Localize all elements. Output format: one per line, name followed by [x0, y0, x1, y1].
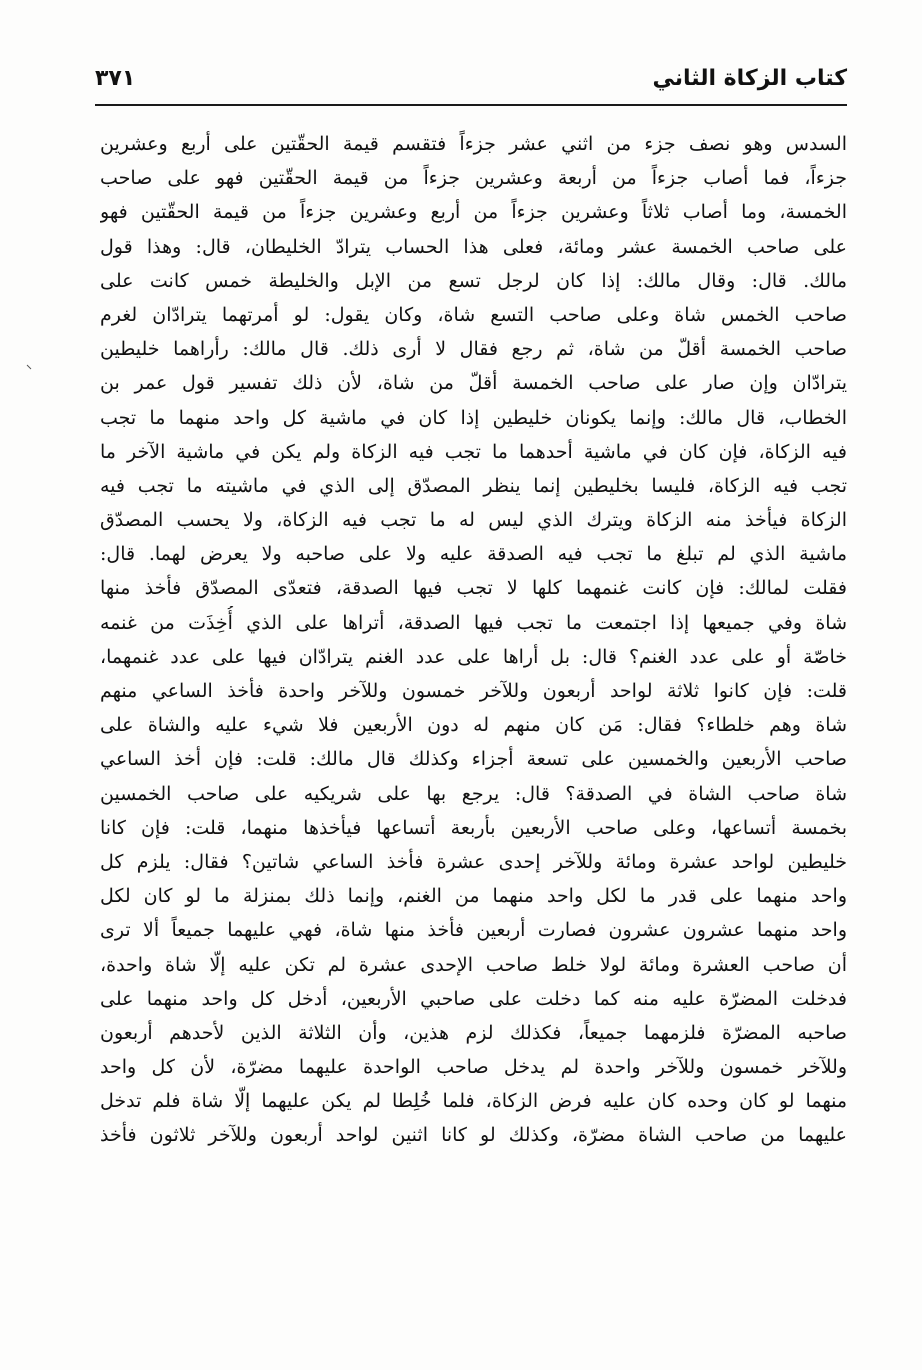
text-line: شاة وهم خلطاء؟ فقال: مَن كان منهم له دون الأربعين فلا شيء عليه والشاة على — [100, 714, 847, 737]
text-line: الخمسة، وما أصاب ثلاثاً وعشرين جزءاً من أربع وعشرين جزءاً من قيمة الحقّتين فهو — [100, 201, 847, 224]
scan-speck — [26, 364, 32, 370]
text-line: منهما لو كان وحده كان عليه فرض الزكاة، فلما خُلِطا لم يكن عليهما إلّا شاة فلم تدخل — [100, 1090, 847, 1113]
text-line: صاحب الخمسة أقلّ من شاة، ثم رجع فقال لا أرى ذلك. قال مالك: رأراهما خليطين — [100, 338, 847, 361]
text-line: الخطاب، قال مالك: وإنما يكونان خليطين إذا كان في ماشية كل واحد منهما ما تجب — [100, 406, 847, 429]
text-line: صاحبه المضرّة فلزمهما جميعاً، فكذلك لزم هذين، وأن الثلاثة الذين لأحدهم أربعون — [100, 1021, 847, 1044]
text-line: تجب فيه الزكاة، فليسا بخليطين إنما ينظر المصدّق إلى الذي في ماشيته ما تجب فيه — [100, 474, 847, 497]
body-text — [100, 127, 847, 1153]
text-line: الزكاة فيأخذ منه الزكاة ويترك الذي ليس له ما تجب فيه الزكاة، ولا يحسب المصدّق — [100, 509, 847, 532]
text-line: يترادّان وإن صار على صاحب الخمسة أقلّ من شاة، لأن ذلك تفسير قول عمر بن — [100, 372, 847, 395]
text-line: السدس وهو نصف جزء من اثني عشر جزءاً فتقسم قيمة الحقّتين على أربع وعشرين — [100, 133, 847, 155]
text-line: فقلت لمالك: فإن كانت غنمهما كلها لا تجب فيها الصدقة، فتعدّى المصدّق فأخذ منها — [100, 577, 847, 600]
text-line: صاحب الأربعين والخمسين على تسعة أجزاء وكذلك قال مالك: قلت: فإن أخذ الساعي — [100, 748, 847, 771]
text-line: شاة وفي جميعها إذا اجتمعت ما تجب فيها الصدقة، أتراها على الذي أُخِذَت من غنمه — [100, 611, 847, 634]
running-title: كتاب الزكاة الثاني — [652, 66, 847, 91]
text-line: مالك. قال: وقال مالك: إذا كان لرجل تسع من الإبل والخليطة خمس كانت على — [100, 269, 847, 292]
text-line: جزءاً، فما أصاب جزءاً من أربعة وعشرين جزءاً من قيمة الحقّتين فهو على صاحب — [100, 167, 847, 190]
text-line: صاحب الخمس شاة وعلى صاحب التسع شاة، وكان يقول: لو أمرتهما يترادّان لغرم — [100, 303, 847, 326]
text-line: عليهما من صاحب الشاة مضرّة، وكذلك لو كانا اثنين لواحد أربعون وللآخر ثلاثون فأخذ — [100, 1124, 847, 1147]
header-divider — [95, 104, 847, 106]
page-number: ٣٧١ — [95, 66, 136, 91]
text-line: ماشية الذي لم تبلغ ما تجب فيه الصدقة عليه ولا على صاحبه ولا يعرض لهما. قال: — [100, 543, 847, 566]
text-line: واحد منهما على قدر ما لكل واحد منهما من الغنم، وإنما ذلك بمنزلة ما لو كان لكل — [100, 885, 847, 908]
text-line: على صاحب الخمسة عشر ومائة، فعلى هذا الحساب يترادّ الخليطان، قال: وهذا قول — [100, 235, 847, 258]
text-line: شاة صاحب الشاة في الصدقة؟ قال: يرجع بها على شريكيه على صاحب الخمسين — [100, 782, 847, 805]
text-line: أن صاحب العشرة ومائة لولا خلط صاحب الإحدى عشرة لم تكن عليه إلّا شاة واحدة، — [100, 953, 847, 976]
text-line: خليطين لواحد عشرة ومائة وللآخر إحدى عشرة فأخذ الساعي شاتين؟ فقال: يلزم كل — [100, 850, 847, 873]
page-header — [95, 62, 847, 102]
text-line: بخمسة أتساعها، وعلى صاحب الأربعين بأربعة أتساعها فيأخذها منهما، قلت: فإن كانا — [100, 816, 847, 839]
text-line: خاصّة أو على عدد الغنم؟ قال: بل أراها على عدد الغنم يترادّان فيها على عدد غنمهما، — [100, 645, 847, 668]
text-line: فيه الزكاة، فإن كان في ماشية أحدهما ما تجب فيه الزكاة ولم يكن في ماشية الآخر ما — [100, 440, 847, 463]
text-line: قلت: فإن كانوا ثلاثة لواحد أربعون وللآخر خمسون وللآخر واحدة فأخذ الساعي منهم — [100, 680, 847, 702]
text-line: واحد منهما عشرون عشرون فصارت أربعين فأخذ منها شاة، فهي عليهما جميعاً ألا ترى — [100, 919, 847, 942]
text-line: فدخلت المضرّة عليه منه كما دخلت على صاحبي الأربعين، أدخل كل واحد منهما على — [100, 987, 847, 1010]
text-line: وللآخر خمسون وللآخر واحدة لم يدخل صاحب الواحدة عليهما مضرّة، لأن كل واحد — [100, 1056, 847, 1079]
